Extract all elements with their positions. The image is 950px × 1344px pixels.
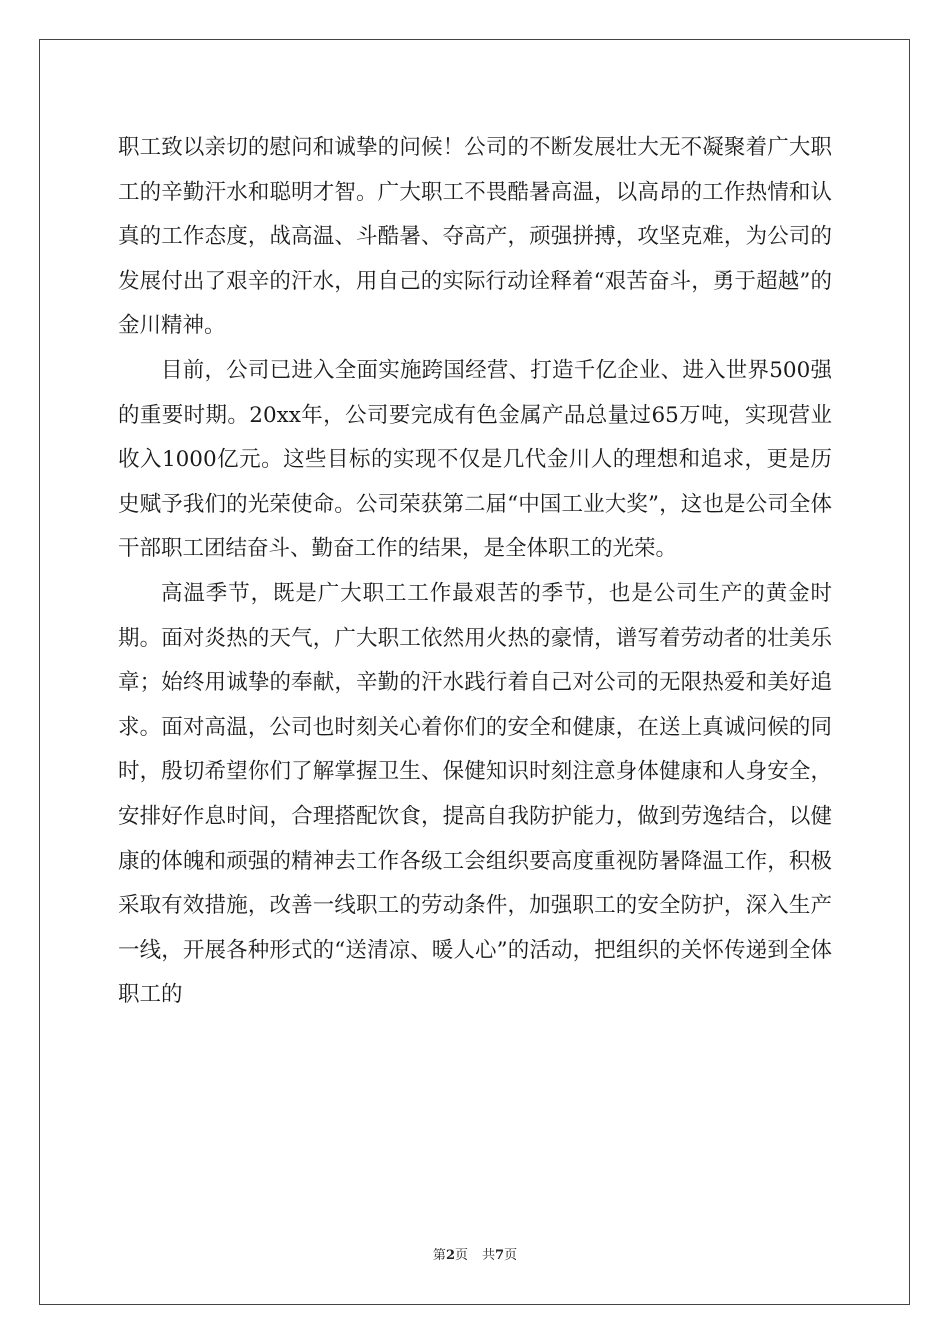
total-pages-prefix: 共 <box>482 1248 496 1263</box>
paragraph-2: 目前，公司已进入全面实施跨国经营、打造千亿企业、进入世界500强的重要时期。20xx年，公司要完成有色金属产品总量过65万吨，实现营业收入1000亿元。这些目标的实现不仅是几代金川人的理想和追求，更是历史赋予我们的光荣使命。公司荣获第二届“中国工业大奖”，这也是公司全体干部职工团结奋斗、勤奋工作的结果，是全体职工的光荣。 <box>118 357 832 562</box>
total-pages-suffix: 页 <box>504 1248 518 1263</box>
paragraph-3: 高温季节，既是广大职工工作最艰苦的季节，也是公司生产的黄金时期。面对炎热的天气，广大职工依然用火热的豪情，谱写着劳动者的壮美乐章；始终用诚挚的奉献，辛勤的汗水践行着自己对公司的无限热爱和美好追求。面对高温，公司也时刻关心着你们的安全和健康，在送上真诚问候的同时，殷切希望你们了解掌握卫生、保健知识时刻注意身体健康和人身安全，安排好作息时间，合理搭配饮食，提高自我防护能力，做到劳逸结合，以健康的体魄和顽强的精神去工作各级工会组织要高度重视防暑降温工作，积极采取有效措施，改善一线职工的劳动条件，加强职工的安全防护，深入生产一线，开展各种形式的“送清凉、暖人心”的活动，把组织的关怀传递到全体职工的 <box>118 580 832 1008</box>
paragraph-1: 职工致以亲切的慰问和诚挚的问候！公司的不断发展壮大无不凝聚着广大职工的辛勤汗水和聪明才智。广大职工不畏酷暑高温，以高昂的工作热情和认真的工作态度，战高温、斗酷暑、夺高产，顽强拼搏，攻坚克难，为公司的发展付出了艰辛的汗水，用自己的实际行动诠释着“艰苦奋斗，勇于超越”的金川精神。 <box>118 135 832 339</box>
page-number: 2 <box>445 1248 455 1263</box>
page-number-suffix: 页 <box>454 1248 468 1263</box>
page-number-prefix: 第 <box>432 1248 446 1263</box>
page-footer <box>0 1244 950 1263</box>
total-pages: 7 <box>495 1248 505 1263</box>
document-body <box>118 126 832 1018</box>
